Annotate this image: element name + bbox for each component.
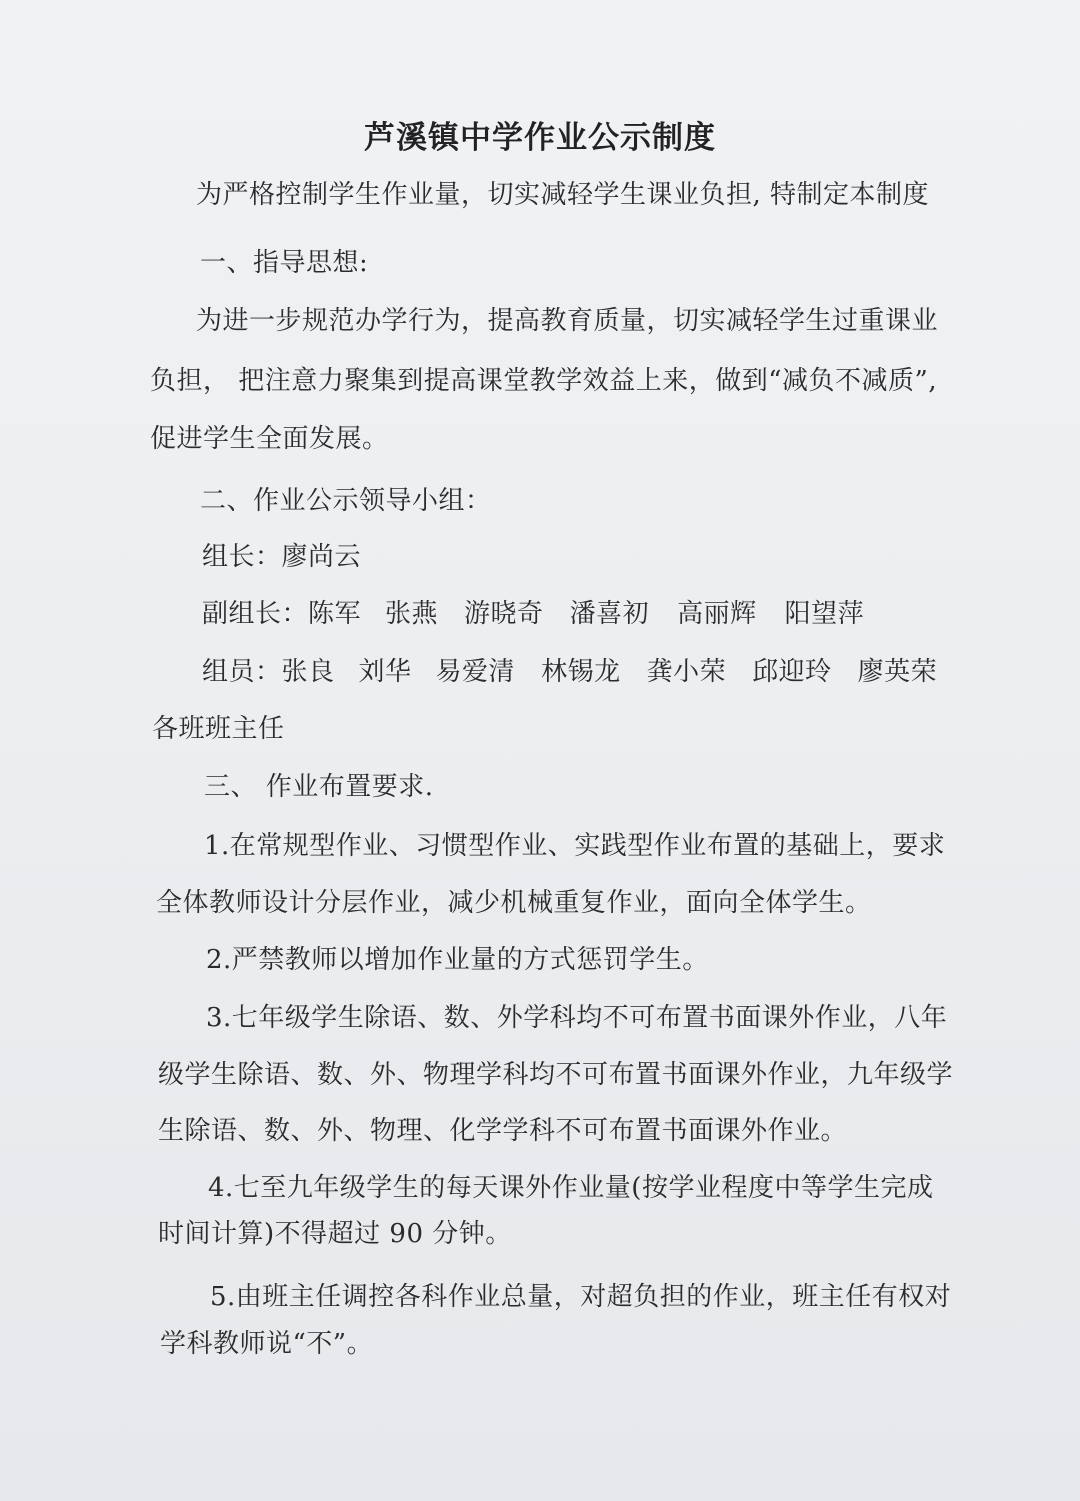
member-name: 易爱清	[435, 657, 516, 687]
member-name: 龚小荣	[646, 657, 727, 687]
member-name: 邱迎玲	[752, 657, 832, 687]
rule-1-line-2: 全体教师设计分层作业，减少机械重复作业，面向全体学生。	[156, 888, 872, 918]
group-leader: 组长：廖尚云	[202, 542, 362, 572]
rule-3-line-3: 生除语、数、外、物理、化学学科不可布置书面课外作业。	[158, 1116, 848, 1146]
deputy-leaders-row	[202, 597, 864, 631]
section3-heading: 三、 作业布置要求.	[204, 772, 434, 802]
member-name: 廖英荣	[857, 657, 938, 687]
members-row	[202, 655, 937, 689]
rule-2-line-1: 2.严禁教师以增加作业量的方式惩罚学生。	[206, 945, 709, 975]
rule-4-line-2: 时间计算)不得超过 90 分钟。	[158, 1219, 512, 1249]
intro-paragraph: 为严格控制学生作业量，切实减轻学生课业负担, 特制定本制度	[196, 180, 930, 210]
rule-4-line-1: 4.七至九年级学生的每天课外作业量(按学业程度中等学生完成	[208, 1173, 934, 1203]
section1-line-2: 负担， 把注意力聚集到提高课堂教学效益上来，做到“减负不减质”,	[150, 366, 938, 396]
deputy-name: 陈军	[308, 599, 362, 629]
rule-5-line-2: 学科教师说“不”。	[160, 1329, 374, 1359]
rule-3-line-1: 3.七年级学生除语、数、外学科均不可布置书面课外作业，八年	[206, 1003, 948, 1033]
rule-1-line-1: 1.在常规型作业、习惯型作业、实践型作业布置的基础上，要求	[204, 831, 946, 861]
deputy-label: 副组长：	[202, 599, 309, 629]
section1-line-3: 促进学生全面发展。	[150, 424, 389, 454]
deputy-name: 游晓奇	[464, 599, 544, 629]
rule-3-line-2: 级学生除语、数、外、物理学科均不可布置书面课外作业，九年级学	[158, 1060, 954, 1090]
deputy-name: 张燕	[385, 599, 439, 629]
member-name: 刘华	[358, 657, 412, 687]
members-label: 组员：	[202, 657, 282, 687]
members-extra: 各班班主任	[152, 714, 285, 744]
member-name: 林锡龙	[541, 657, 621, 687]
section1-line-1: 为进一步规范办学行为，提高教育质量，切实减轻学生过重课业	[196, 306, 939, 336]
deputy-name: 阳望萍	[784, 599, 865, 629]
member-name: 张良	[281, 657, 335, 687]
deputy-name: 潘喜初	[569, 599, 650, 629]
section2-heading: 二、作业公示领导小组：	[200, 486, 492, 516]
rule-5-line-1: 5.由班主任调控各科作业总量，对超负担的作业，班主任有权对	[210, 1282, 952, 1312]
section1-heading: 一、指导思想:	[200, 248, 369, 278]
deputy-name: 高丽辉	[677, 599, 757, 629]
document-title: 芦溪镇中学作业公示制度	[364, 120, 716, 156]
